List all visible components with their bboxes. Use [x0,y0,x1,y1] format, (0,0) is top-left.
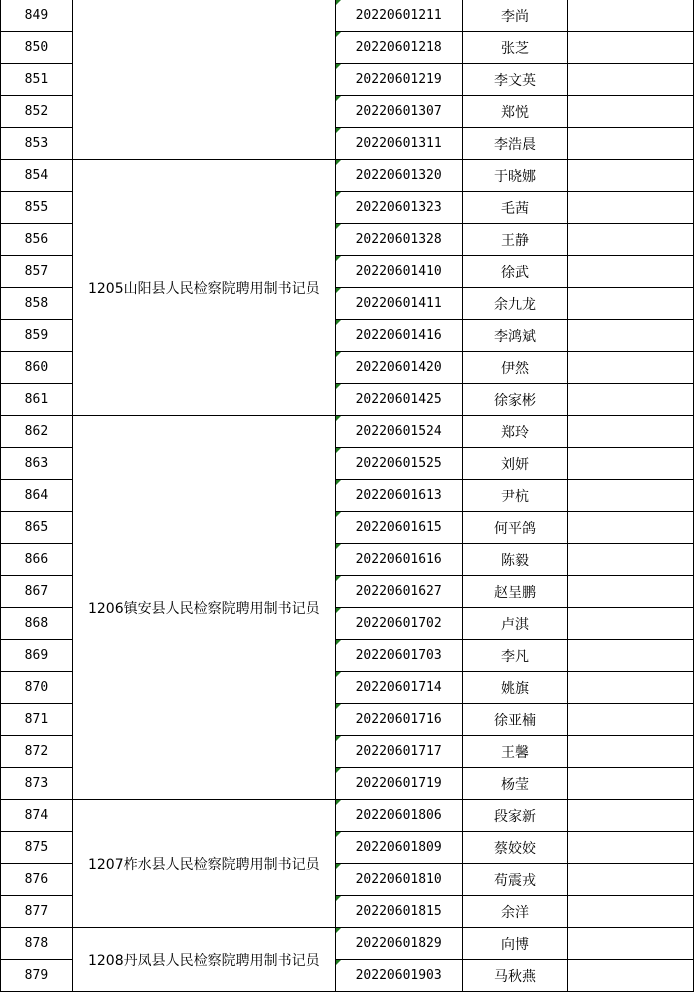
exam-id-cell [335,960,462,992]
exam-id-cell [335,480,462,512]
comment-marker-icon [336,160,341,165]
exam-id-text: 20220601627 [355,584,442,599]
comment-marker-icon [336,224,341,229]
comment-marker-icon [336,192,341,197]
table-row [1,416,694,448]
position-cell [72,0,335,160]
remark-cell [568,608,694,640]
seq-cell: 853 [1,128,73,160]
exam-id-text: 20220601806 [355,808,442,823]
exam-id-text: 20220601416 [355,328,442,343]
exam-id-text: 20220601211 [355,8,442,23]
name-cell: 王馨 [462,736,568,768]
seq-cell: 876 [1,864,73,896]
exam-id-text: 20220601320 [355,168,442,183]
exam-id-cell [335,608,462,640]
exam-id-cell [335,896,462,928]
name-cell: 李鸿斌 [462,320,568,352]
exam-id-cell [335,128,462,160]
seq-cell: 862 [1,416,73,448]
seq-cell: 863 [1,448,73,480]
name-cell: 蔡姣姣 [462,832,568,864]
name-cell: 郑玲 [462,416,568,448]
name-cell: 徐亚楠 [462,704,568,736]
name-cell: 张芝 [462,32,568,64]
exam-id-cell [335,192,462,224]
name-cell: 段家新 [462,800,568,832]
comment-marker-icon [336,768,341,773]
remark-cell [568,384,694,416]
seq-cell: 875 [1,832,73,864]
remark-cell [568,96,694,128]
exam-id-text: 20220601809 [355,840,442,855]
name-cell: 李文英 [462,64,568,96]
comment-marker-icon [336,384,341,389]
exam-id-cell [335,64,462,96]
seq-cell: 867 [1,576,73,608]
remark-cell [568,128,694,160]
position-cell: 1208丹凤县人民检察院聘用制书记员 [72,928,335,992]
name-cell: 于晓娜 [462,160,568,192]
name-cell: 向博 [462,928,568,960]
comment-marker-icon [336,960,341,965]
seq-cell: 856 [1,224,73,256]
seq-cell: 861 [1,384,73,416]
exam-id-text: 20220601218 [355,40,442,55]
comment-marker-icon [336,128,341,133]
seq-cell: 872 [1,736,73,768]
remark-cell [568,416,694,448]
exam-id-text: 20220601219 [355,72,442,87]
remark-cell [568,288,694,320]
remark-cell [568,320,694,352]
name-cell: 李尚 [462,0,568,32]
comment-marker-icon [336,800,341,805]
comment-marker-icon [336,96,341,101]
name-cell: 卢淇 [462,608,568,640]
exam-id-cell [335,832,462,864]
seq-cell: 849 [1,0,73,32]
exam-id-cell [335,544,462,576]
remark-cell [568,800,694,832]
exam-id-text: 20220601716 [355,712,442,727]
exam-id-text: 20220601420 [355,360,442,375]
exam-id-text: 20220601615 [355,520,442,535]
comment-marker-icon [336,544,341,549]
comment-marker-icon [336,576,341,581]
remark-cell [568,864,694,896]
remark-cell [568,672,694,704]
remark-cell [568,896,694,928]
exam-id-cell [335,352,462,384]
exam-id-cell [335,800,462,832]
exam-id-text: 20220601815 [355,904,442,919]
comment-marker-icon [336,608,341,613]
exam-id-cell [335,768,462,800]
name-cell: 赵呈鹏 [462,576,568,608]
comment-marker-icon [336,288,341,293]
seq-cell: 850 [1,32,73,64]
remark-cell [568,0,694,32]
comment-marker-icon [336,256,341,261]
seq-cell: 864 [1,480,73,512]
seq-cell: 871 [1,704,73,736]
exam-id-text: 20220601613 [355,488,442,503]
seq-cell: 865 [1,512,73,544]
remark-cell [568,224,694,256]
seq-cell: 873 [1,768,73,800]
comment-marker-icon [336,640,341,645]
exam-id-cell [335,0,462,32]
exam-id-text: 20220601410 [355,264,442,279]
comment-marker-icon [336,864,341,869]
exam-id-cell [335,576,462,608]
exam-id-text: 20220601311 [355,136,442,151]
name-cell: 余九龙 [462,288,568,320]
exam-id-text: 20220601702 [355,616,442,631]
exam-id-cell [335,384,462,416]
table-row [1,928,694,960]
seq-cell: 877 [1,896,73,928]
seq-cell: 860 [1,352,73,384]
remark-cell [568,768,694,800]
exam-id-cell [335,320,462,352]
table-row [1,800,694,832]
name-cell: 马秋燕 [462,960,568,992]
comment-marker-icon [336,512,341,517]
remark-cell [568,704,694,736]
name-cell: 尹杭 [462,480,568,512]
name-cell: 毛茜 [462,192,568,224]
exam-id-cell [335,448,462,480]
name-cell: 王静 [462,224,568,256]
remark-cell [568,512,694,544]
seq-cell: 874 [1,800,73,832]
name-cell: 陈毅 [462,544,568,576]
name-cell: 伊然 [462,352,568,384]
exam-id-cell [335,224,462,256]
exam-id-text: 20220601411 [355,296,442,311]
comment-marker-icon [336,320,341,325]
table-row [1,160,694,192]
name-cell: 徐武 [462,256,568,288]
seq-cell: 868 [1,608,73,640]
remark-cell [568,256,694,288]
name-cell: 何平鸽 [462,512,568,544]
seq-cell: 851 [1,64,73,96]
remark-cell [568,544,694,576]
remark-cell [568,64,694,96]
exam-id-text: 20220601328 [355,232,442,247]
comment-marker-icon [336,704,341,709]
exam-id-text: 20220601717 [355,744,442,759]
seq-cell: 854 [1,160,73,192]
comment-marker-icon [336,832,341,837]
seq-cell: 878 [1,928,73,960]
comment-marker-icon [336,928,341,933]
seq-cell: 857 [1,256,73,288]
remark-cell [568,192,694,224]
seq-cell: 858 [1,288,73,320]
table-body [1,0,694,992]
remark-cell [568,480,694,512]
exam-id-cell [335,512,462,544]
exam-id-text: 20220601719 [355,776,442,791]
remark-cell [568,576,694,608]
remark-cell [568,928,694,960]
remark-cell [568,640,694,672]
exam-id-cell [335,640,462,672]
exam-id-text: 20220601323 [355,200,442,215]
name-cell: 徐家彬 [462,384,568,416]
comment-marker-icon [336,64,341,69]
seq-cell: 852 [1,96,73,128]
exam-id-cell [335,864,462,896]
comment-marker-icon [336,352,341,357]
remark-cell [568,736,694,768]
exam-id-text: 20220601714 [355,680,442,695]
seq-cell: 855 [1,192,73,224]
exam-id-text: 20220601307 [355,104,442,119]
exam-id-cell [335,928,462,960]
exam-id-text: 20220601425 [355,392,442,407]
remark-cell [568,32,694,64]
name-cell: 郑悦 [462,96,568,128]
position-cell: 1207柞水县人民检察院聘用制书记员 [72,800,335,928]
comment-marker-icon [336,0,341,5]
name-cell: 李浩晨 [462,128,568,160]
exam-id-cell [335,256,462,288]
exam-id-text: 20220601903 [355,968,442,983]
remark-cell [568,160,694,192]
exam-id-cell [335,288,462,320]
exam-id-text: 20220601525 [355,456,442,471]
remark-cell [568,448,694,480]
name-cell: 杨莹 [462,768,568,800]
remark-cell [568,832,694,864]
comment-marker-icon [336,448,341,453]
exam-id-cell [335,32,462,64]
exam-id-cell [335,416,462,448]
exam-id-cell [335,704,462,736]
exam-id-cell [335,672,462,704]
position-cell: 1205山阳县人民检察院聘用制书记员 [72,160,335,416]
position-cell: 1206镇安县人民检察院聘用制书记员 [72,416,335,800]
exam-id-cell [335,736,462,768]
remark-cell [568,960,694,992]
seq-cell: 859 [1,320,73,352]
comment-marker-icon [336,32,341,37]
table-row [1,0,694,32]
comment-marker-icon [336,480,341,485]
name-cell: 姚旗 [462,672,568,704]
name-cell: 李凡 [462,640,568,672]
comment-marker-icon [336,736,341,741]
exam-id-text: 20220601524 [355,424,442,439]
comment-marker-icon [336,896,341,901]
exam-id-text: 20220601810 [355,872,442,887]
name-cell: 刘妍 [462,448,568,480]
seq-cell: 879 [1,960,73,992]
seq-cell: 870 [1,672,73,704]
exam-id-text: 20220601829 [355,936,442,951]
remark-cell [568,352,694,384]
name-cell: 苟震戎 [462,864,568,896]
seq-cell: 866 [1,544,73,576]
seq-cell: 869 [1,640,73,672]
exam-id-text: 20220601703 [355,648,442,663]
exam-id-cell [335,96,462,128]
comment-marker-icon [336,672,341,677]
exam-id-cell [335,160,462,192]
name-cell: 余洋 [462,896,568,928]
comment-marker-icon [336,416,341,421]
exam-id-text: 20220601616 [355,552,442,567]
